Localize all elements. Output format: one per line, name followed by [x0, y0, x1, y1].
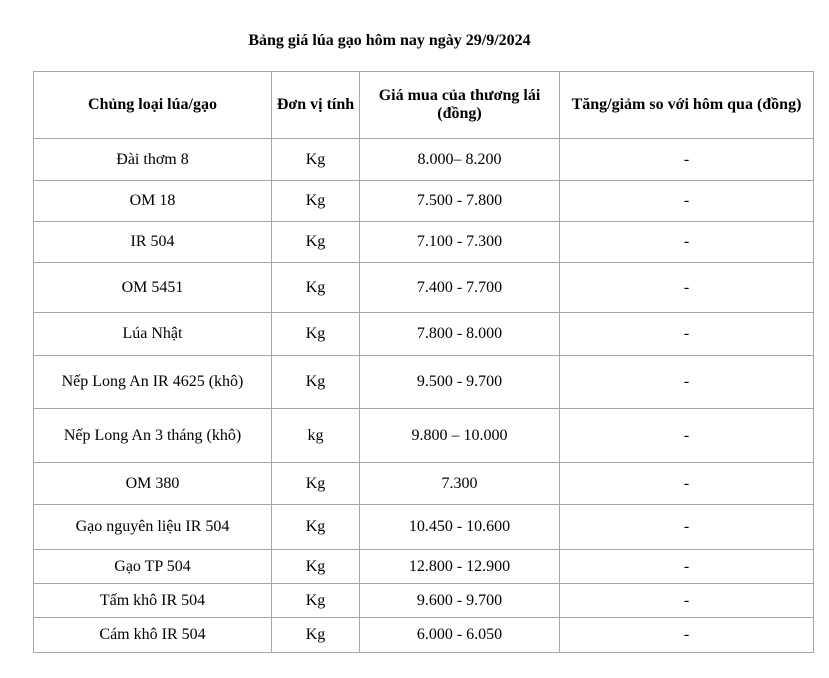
cell-type: Tấm khô IR 504	[34, 584, 272, 618]
header-row	[34, 72, 814, 139]
cell-type: Đài thơm 8	[34, 139, 272, 181]
cell-change: -	[560, 463, 814, 505]
price-table	[33, 71, 814, 653]
cell-unit: Kg	[272, 584, 360, 618]
cell-unit: Kg	[272, 139, 360, 181]
cell-unit: Kg	[272, 313, 360, 356]
header-unit: Đơn vị tính	[272, 72, 360, 139]
table-row	[34, 313, 814, 356]
cell-price: 9.600 - 9.700	[360, 584, 560, 618]
cell-unit: Kg	[272, 263, 360, 313]
cell-price: 7.100 - 7.300	[360, 222, 560, 263]
cell-change: -	[560, 584, 814, 618]
cell-type: OM 5451	[34, 263, 272, 313]
cell-price: 7.300	[360, 463, 560, 505]
cell-type: Gạo TP 504	[34, 550, 272, 584]
table-row	[34, 618, 814, 653]
cell-unit: Kg	[272, 181, 360, 222]
cell-type: Gạo nguyên liệu IR 504	[34, 505, 272, 550]
cell-change: -	[560, 505, 814, 550]
cell-type: Lúa Nhật	[34, 313, 272, 356]
table-row	[34, 356, 814, 409]
cell-type: IR 504	[34, 222, 272, 263]
table-row	[34, 181, 814, 222]
cell-change: -	[560, 550, 814, 584]
header-type: Chủng loại lúa/gạo	[34, 72, 272, 139]
cell-price: 7.800 - 8.000	[360, 313, 560, 356]
cell-unit: Kg	[272, 505, 360, 550]
cell-price: 8.000– 8.200	[360, 139, 560, 181]
cell-price: 7.500 - 7.800	[360, 181, 560, 222]
cell-type: OM 380	[34, 463, 272, 505]
page-title	[0, 32, 829, 50]
table-row	[34, 505, 814, 550]
cell-change: -	[560, 263, 814, 313]
cell-price: 9.500 - 9.700	[360, 356, 560, 409]
cell-type: Cám khô IR 504	[34, 618, 272, 653]
cell-type: OM 18	[34, 181, 272, 222]
table-row	[34, 139, 814, 181]
table-row	[34, 409, 814, 463]
header-change: Tăng/giảm so với hôm qua (đồng)	[560, 72, 814, 139]
table-row	[34, 550, 814, 584]
table-row	[34, 463, 814, 505]
cell-unit: Kg	[272, 356, 360, 409]
cell-price: 12.800 - 12.900	[360, 550, 560, 584]
cell-change: -	[560, 181, 814, 222]
table-row	[34, 222, 814, 263]
cell-change: -	[560, 139, 814, 181]
table-row	[34, 584, 814, 618]
cell-type: Nếp Long An 3 tháng (khô)	[34, 409, 272, 463]
cell-unit: Kg	[272, 222, 360, 263]
cell-price: 10.450 - 10.600	[360, 505, 560, 550]
cell-unit: Kg	[272, 463, 360, 505]
cell-unit: Kg	[272, 618, 360, 653]
table-row	[34, 263, 814, 313]
cell-change: -	[560, 313, 814, 356]
cell-change: -	[560, 618, 814, 653]
cell-price: 7.400 - 7.700	[360, 263, 560, 313]
cell-change: -	[560, 356, 814, 409]
header-price: Giá mua của thương lái (đồng)	[360, 72, 560, 139]
cell-change: -	[560, 409, 814, 463]
page-title-text: Bảng giá lúa gạo hôm nay ngày 29/9/2024	[248, 32, 531, 49]
cell-change: -	[560, 222, 814, 263]
cell-price: 6.000 - 6.050	[360, 618, 560, 653]
cell-type: Nếp Long An IR 4625 (khô)	[34, 356, 272, 409]
cell-unit: Kg	[272, 550, 360, 584]
cell-price: 9.800 – 10.000	[360, 409, 560, 463]
cell-unit: kg	[272, 409, 360, 463]
